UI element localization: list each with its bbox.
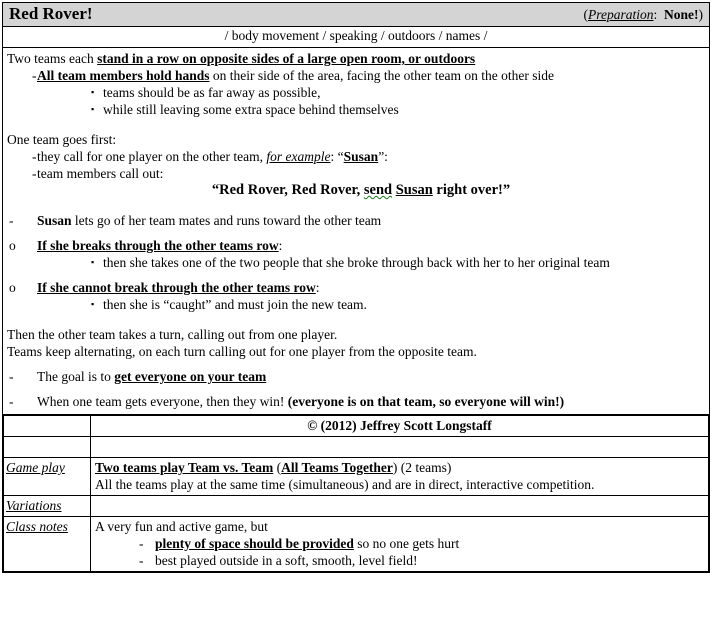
preparation-label: Preparation (587, 7, 654, 22)
setup-prefix: Two teams each (7, 51, 98, 66)
breaks-through-colon: : (278, 238, 283, 253)
bullet-extra-space-text: while still leaving some extra space behind themselves (103, 102, 399, 117)
player-name-susan: Susan (343, 149, 379, 164)
preparation-value: None! (664, 7, 699, 22)
hold-hands-rest: on their side of the area, facing the other team on the other side (209, 68, 555, 83)
gameplay-line-1 (95, 459, 704, 476)
variations-label: Variations (6, 498, 62, 513)
call-player-prefix: they call for one player on the other team, (37, 149, 267, 164)
bullet-goal (7, 368, 705, 385)
variations-label-cell (4, 496, 91, 517)
gameplay-value-cell (91, 458, 709, 496)
classnotes-bullet-outside-text: best played outside in a soft, smooth, level field! (155, 553, 418, 568)
copyright-row (4, 416, 709, 437)
susan-name: Susan (37, 213, 72, 228)
bullet-cannot-break (7, 279, 705, 296)
spacer (7, 118, 705, 131)
win-prefix: When one team gets everyone, then they win! (37, 394, 288, 409)
line-alternating: Teams keep alternating, on each turn calling out for one player from the opposite team. (7, 344, 477, 359)
classnotes-bullet-space-text (155, 535, 459, 552)
title-row (3, 3, 709, 27)
gameplay-emphasis-1: Two teams play Team vs. Team (95, 460, 274, 475)
bullet-takes-person (7, 254, 705, 271)
bullet-win (7, 393, 705, 410)
bullet-call-player (7, 148, 705, 165)
copyright-label-cell (4, 416, 91, 437)
instructions-body (3, 48, 709, 415)
chant-suffix: right over!” (432, 182, 511, 198)
breaks-through-emphasis: If she breaks through the other teams row (37, 238, 279, 253)
category-tags-row (3, 27, 709, 48)
bullet-marker-dash: - (32, 166, 37, 181)
hold-hands-emphasis: All team members hold hands (37, 68, 210, 83)
bullet-marker-square: ▪ (91, 299, 95, 309)
bullet-call-player-text (37, 148, 705, 165)
setup-emphasis: stand in a row on opposite sides of a large open room, or outdoors (97, 51, 476, 66)
gameplay-label: Game play (6, 460, 65, 475)
classnotes-bullet-outside (95, 552, 704, 569)
classnotes-space-rest: so no one gets hurt (353, 536, 460, 551)
meta-table (3, 415, 709, 572)
bullet-susan-runs-text (37, 212, 705, 229)
bullet-susan-runs (7, 212, 705, 229)
bullet-hold-hands-text (37, 67, 705, 84)
bullet-marker-dash: - (9, 369, 14, 384)
win-emphasis: (everyone is on that team, so everyone will win!) (287, 394, 565, 409)
page-title: Red Rover! (9, 4, 93, 23)
variations-value-cell (91, 496, 709, 517)
cannot-break-colon: : (315, 280, 320, 295)
bullet-marker-square: ▪ (91, 104, 95, 114)
classnotes-label-cell (4, 517, 91, 572)
bullet-breaks-through-text (37, 237, 705, 254)
table-row-variations (4, 496, 709, 517)
bullet-takes-person-text: then she takes one of the two people that she broke through back with her to her original team (103, 255, 610, 270)
bullet-marker-dash: - (139, 553, 144, 568)
susan-runs-rest: lets go of her team mates and runs toward the other team (71, 213, 382, 228)
line-other-team-turn: Then the other team takes a turn, calling out from one player. (7, 327, 338, 342)
game-card-document (2, 2, 710, 573)
gameplay-label-cell (4, 458, 91, 496)
bullet-marker-square: ▪ (91, 87, 95, 97)
chant-player-name: Susan (395, 182, 433, 198)
gameplay-line-2: All the teams play at the same time (simultaneous) and are in direct, interactive competition. (95, 477, 595, 492)
line-one-team-first: One team goes first: (7, 132, 117, 147)
bullet-marker-square: ▪ (91, 257, 95, 267)
classnotes-value-cell (91, 517, 709, 572)
spacer (7, 313, 705, 326)
paren-open: ( (583, 7, 588, 22)
bullet-caught (7, 296, 705, 313)
bullet-marker-dash: - (139, 536, 144, 551)
blank-value-cell (91, 437, 709, 458)
classnotes-line-1: A very fun and active game, but (95, 519, 268, 534)
bullet-far-away (7, 84, 705, 101)
bullet-marker-dash: - (32, 149, 37, 164)
classnotes-bullet-space (95, 535, 704, 552)
table-row-classnotes (4, 517, 709, 572)
bullet-caught-text: then she is “caught” and must join the new team. (103, 297, 367, 312)
bullet-hold-hands (7, 67, 705, 84)
call-player-post: ”: (378, 149, 388, 164)
blank-label-cell (4, 437, 91, 458)
bullet-goal-text (37, 368, 705, 385)
bullet-marker-circle: o (9, 238, 16, 253)
goal-emphasis: get everyone on your team (114, 369, 267, 384)
gameplay-mid: ( (273, 460, 282, 475)
bullet-marker-dash: - (9, 213, 14, 228)
bullet-marker-dash: - (32, 68, 37, 83)
gameplay-after: ) (2 teams) (392, 460, 452, 475)
for-example-emphasis: for example (266, 149, 331, 164)
classnotes-space-emphasis: plenty of space should be provided (155, 536, 354, 551)
call-player-mid: : “ (330, 149, 344, 164)
bullet-win-text (37, 393, 705, 410)
spacer (7, 360, 705, 368)
chant-prefix: “Red Rover, Red Rover, (211, 182, 364, 198)
bullet-marker-circle: o (9, 280, 16, 295)
chant-send-word: send (363, 182, 393, 198)
classnotes-label: Class notes (6, 519, 68, 534)
spacer (7, 229, 705, 237)
gameplay-emphasis-2: All Teams Together (281, 460, 393, 475)
copyright-text: © (2012) Jeffrey Scott Longstaff (91, 416, 709, 437)
bullet-extra-space (7, 101, 705, 118)
bullet-marker-dash: - (9, 394, 14, 409)
bullet-cannot-break-text (37, 279, 705, 296)
bullet-call-out (7, 165, 705, 182)
chant-quote (7, 182, 705, 199)
preparation-note (583, 7, 703, 23)
preparation-separator: : (653, 7, 658, 22)
table-row-gameplay (4, 458, 709, 496)
blank-row (4, 437, 709, 458)
line-setup (7, 50, 705, 67)
bullet-far-away-text: teams should be as far away as possible, (103, 85, 321, 100)
spacer (7, 385, 705, 393)
spacer (7, 199, 705, 212)
goal-prefix: The goal is to (37, 369, 115, 384)
bullet-call-out-text: team members call out: (37, 166, 164, 181)
spacer (7, 271, 705, 279)
cannot-break-emphasis: If she cannot break through the other teams row (37, 280, 316, 295)
paren-close: ) (698, 7, 703, 22)
category-tags: / body movement / speaking / outdoors / names / (224, 28, 488, 43)
bullet-breaks-through (7, 237, 705, 254)
